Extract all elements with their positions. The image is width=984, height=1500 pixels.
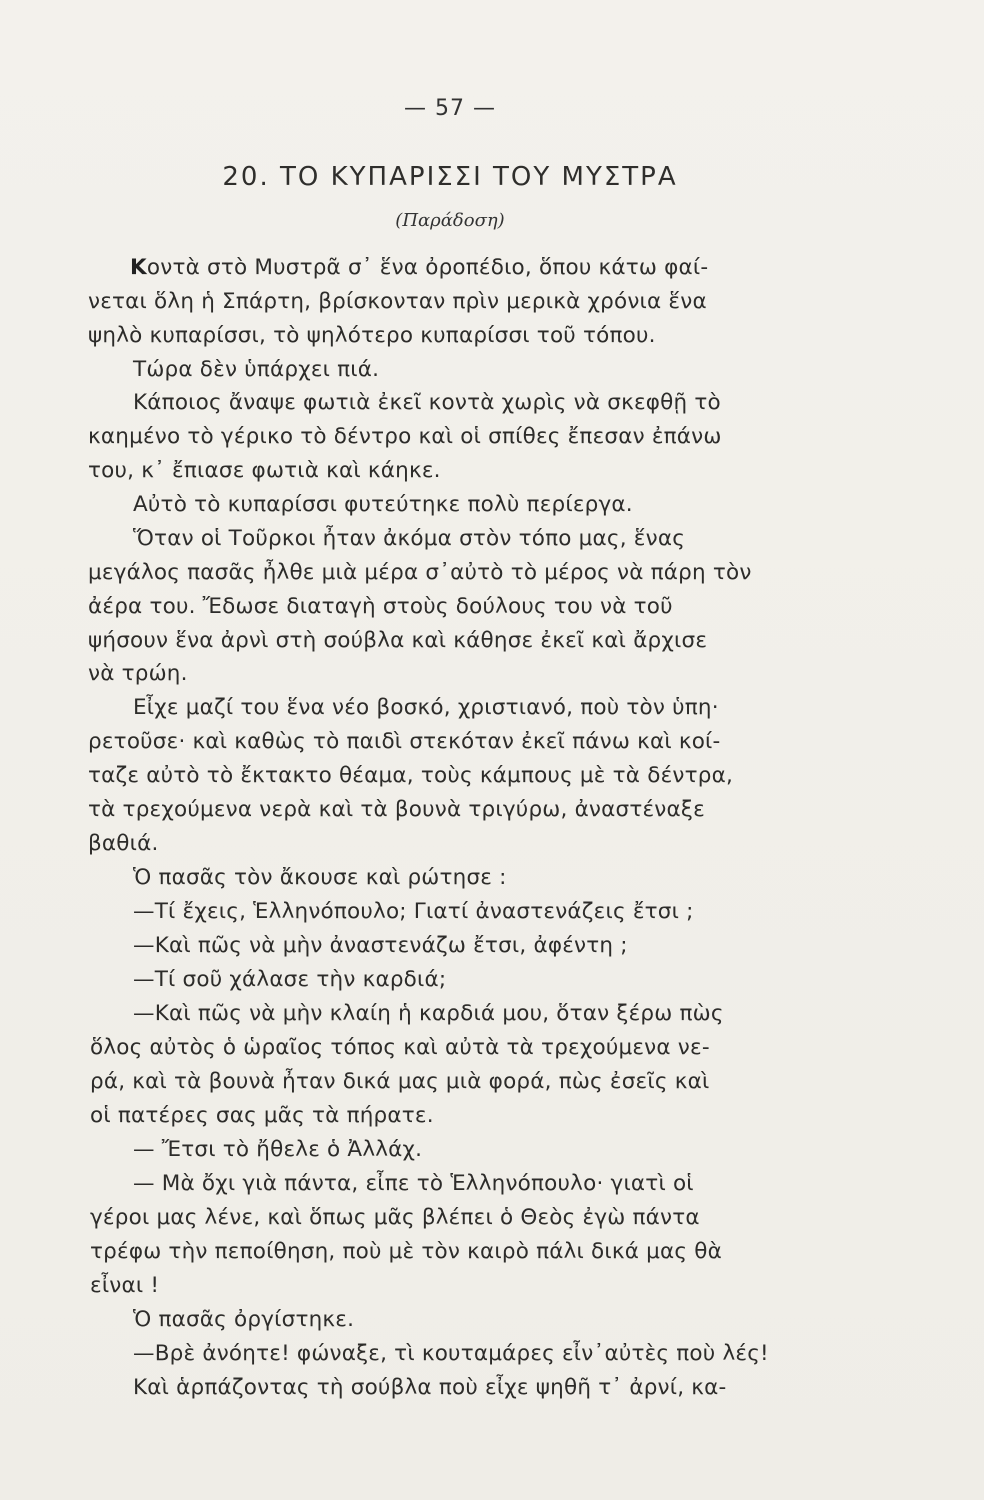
text-line: Εἶχε μαζί του ἕνα νέο βοσκό, χριστιανό, ποὺ τὸν ὑπη· <box>133 695 719 720</box>
text-line: —Τί ἔχεις, Ἑλληνόπουλο; Γιατί ἀναστενάζεις ἔτσι ; <box>133 899 694 924</box>
text-line: Κοντὰ στὸ Μυστρᾶ σ᾿ ἕνα ὀροπέδιο, ὅπου κάτω φαί- <box>130 255 709 280</box>
chapter-subtitle: (Παράδοση) <box>395 210 505 231</box>
text-line: Τώρα δὲν ὑπάρχει πιά. <box>133 357 380 382</box>
text-line: ταζε αὐτὸ τὸ ἔκτακτο θέαμα, τοὺς κάμπους μὲ τὰ δέντρα, <box>88 763 733 788</box>
text-line: βαθιά. <box>88 831 159 856</box>
text-line: εἶναι ! <box>90 1273 160 1298</box>
text-line: —Βρὲ ἀνόητε! φώναξε, τὶ κουταμάρες εἶν᾿αὐτὲς ποὺ λές! <box>133 1341 769 1366</box>
text-line: ὅλος αὐτὸς ὁ ὡραῖος τόπος καὶ αὐτὰ τὰ τρεχούμενα νε- <box>90 1035 710 1060</box>
text-line: — Ἔτσι τὸ ἤθελε ὁ Ἀλλάχ. <box>133 1137 423 1162</box>
text-line: ρετοῦσε· καὶ καθὼς τὸ παιδὶ στεκόταν ἐκεῖ πάνω καὶ κοί- <box>88 729 721 754</box>
text-line: Ὁ πασᾶς ὀργίστηκε. <box>133 1307 355 1332</box>
text-line: — Μὰ ὄχι γιὰ πάντα, εἶπε τὸ Ἑλληνόπουλο· γιατὶ οἱ <box>133 1171 694 1196</box>
text-line: Ὅταν οἱ Τοῦρκοι ἦταν ἀκόμα στὸν τόπο μας, ἕνας <box>133 526 686 551</box>
text-line: ρά, καὶ τὰ βουνὰ ἦταν δικά μας μιὰ φορά, πὼς ἐσεῖς καὶ <box>90 1069 710 1094</box>
text-line: νὰ τρώη. <box>88 661 188 686</box>
text-line: καημένο τὸ γέρικο τὸ δέντρο καὶ οἱ σπίθες ἔπεσαν ἐπάνω <box>88 424 722 449</box>
text-line: νεται ὅλη ἡ Σπάρτη, βρίσκονταν πρὶν μερικὰ χρόνια ἕνα <box>88 289 707 314</box>
page-number: — 57 — <box>404 96 496 121</box>
chapter-title: 20. ΤΟ ΚΥΠΑΡΙΣΣΙ ΤΟΥ ΜΥΣΤΡΑ <box>222 162 678 192</box>
text-line: Ὁ πασᾶς τὸν ἄκουσε καὶ ρώτησε : <box>133 865 507 890</box>
text-line: Καὶ ἁρπάζοντας τὴ σούβλα ποὺ εἶχε ψηθῆ τ᾿ ἀρνί, κα- <box>133 1375 727 1400</box>
text-line: τρέφω τὴν πεποίθηση, ποὺ μὲ τὸν καιρὸ πάλι δικά μας θὰ <box>90 1239 722 1264</box>
text-line: Αὐτὸ τὸ κυπαρίσσι φυτεύτηκε πολὺ περίεργα. <box>133 492 633 517</box>
text-line: μεγάλος πασᾶς ἦλθε μιὰ μέρα σ᾿αὐτὸ τὸ μέρος νὰ πάρη τὸν <box>88 560 752 585</box>
text-line: —Καὶ πῶς νὰ μὴν ἀναστενάζω ἔτσι, ἀφέντη ; <box>133 933 628 958</box>
text-line: του, κ᾿ ἔπιασε φωτιὰ καὶ κάηκε. <box>88 458 441 483</box>
text-line: —Τί σοῦ χάλασε τὴν καρδιά; <box>133 967 447 992</box>
text-line: Κάποιος ἄναψε φωτιὰ ἐκεῖ κοντὰ χωρὶς νὰ σκεφθῇ τὸ <box>133 390 721 415</box>
text-line: γέροι μας λένε, καὶ ὅπως μᾶς βλέπει ὁ Θεὸς ἐγὼ πάντα <box>90 1205 700 1230</box>
text-line: ψήσουν ἕνα ἀρνὶ στὴ σούβλα καὶ κάθησε ἐκεῖ καὶ ἄρχισε <box>88 628 708 653</box>
text-line: οἱ πατέρες σας μᾶς τὰ πήρατε. <box>90 1103 434 1128</box>
text-line: τὰ τρεχούμενα νερὰ καὶ τὰ βουνὰ τριγύρω, ἀναστέναξε <box>88 797 705 822</box>
text-line: —Καὶ πῶς νὰ μὴν κλαίη ἡ καρδιά μου, ὅταν ξέρω πὼς <box>133 1001 724 1026</box>
text-line: ψηλὸ κυπαρίσσι, τὸ ψηλότερο κυπαρίσσι τοῦ τόπου. <box>88 323 656 348</box>
text-line: ἀέρα του. Ἔδωσε διαταγὴ στοὺς δούλους του νὰ τοῦ <box>88 594 673 619</box>
drop-cap: Κ <box>130 255 147 280</box>
